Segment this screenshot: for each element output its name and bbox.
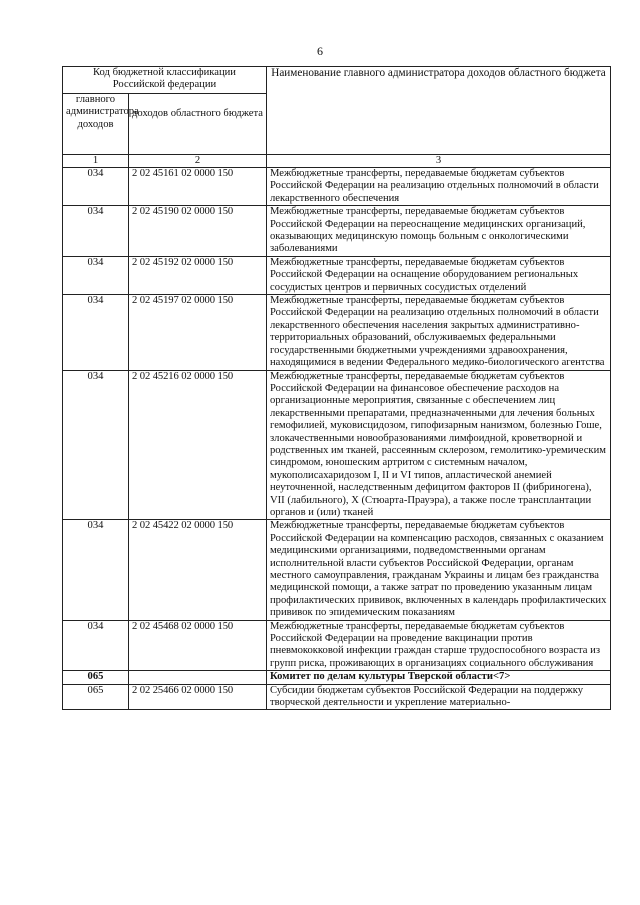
table-row [63,520,611,620]
revenue-code [129,671,267,684]
admin-code: 034 [63,620,129,671]
revenue-description: Межбюджетные трансферты, передаваемые бюджетам субъектов Российской Федерации на компенсацию расходов, связанных с оказанием медицинскими организациями, подведомственными органам исполнительной власти субъектов Российской Федерации, органам местного самоуправления, гражданам Украины и лицам без гражданства медицинской помощи, а также затрат по проведению указанным лицам профилактических прививок, включенных в календарь профилактических прививок по эпидемическим показаниям [267,520,611,620]
revenue-code: 2 02 45216 02 0000 150 [129,370,267,520]
table-row [63,295,611,370]
table-row [63,684,611,710]
committee-name: Комитет по делам культуры Тверской области<7> [267,671,611,684]
admin-code: 034 [63,256,129,294]
admin-code: 034 [63,370,129,520]
revenue-description: Межбюджетные трансферты, передаваемые бюджетам субъектов Российской Федерации на реализацию отдельных полномочий в области лекарственного обеспечения [267,168,611,206]
admin-code: 034 [63,295,129,370]
revenue-description: Межбюджетные трансферты, передаваемые бюджетам субъектов Российской Федерации на переоснащение медицинских организаций, оказывающих медицинскую помощь больным с онкологическими заболеваниями [267,206,611,257]
column-number-row [63,155,611,168]
column-number-2: 2 [129,155,267,168]
revenue-description: Межбюджетные трансферты, передаваемые бюджетам субъектов Российской Федерации на финансовое обеспечение расходов на организационные мероприятия, связанные с обеспечением лиц лекарственными препаратами, предназначенными для лечения больных гемофилией, муковисцидозом, гипофизарным нанизмом, болезнью Гоше, злокачественными новообразованиями лимфоидной, кроветворной и родственных им тканей, рассеянным склерозом, гемолитико-уремическим синдромом, юношеским артритом с системным началом, мукополисахаридозом I, II и VI типов, апластической анемией неуточненной, наследственным дефицитом факторов II (фибриногена), VII (лабильного), X (Стюарта-Прауэра), а также после трансплантации органов и (или) тканей [267,370,611,520]
revenue-code: 2 02 45192 02 0000 150 [129,256,267,294]
revenue-description: Межбюджетные трансферты, передаваемые бюджетам субъектов Российской Федерации на реализацию отдельных полномочий в области лекарственного обеспечения населения закрытых административно-территориальных образований, обслуживаемых федеральными государственными бюджетными учреждениями здравоохранения, находящимися в ведении Федерального медико-биологического агентства [267,295,611,370]
revenue-description: Межбюджетные трансферты, передаваемые бюджетам субъектов Российской Федерации на оснащение оборудованием региональных сосудистых центров и первичных сосудистых отделений [267,256,611,294]
revenue-code: 2 02 45161 02 0000 150 [129,168,267,206]
admin-code: 065 [63,671,129,684]
admin-code: 034 [63,520,129,620]
budget-classification-table [62,66,611,710]
admin-code: 034 [63,168,129,206]
admin-code: 034 [63,206,129,257]
revenue-code: 2 02 45422 02 0000 150 [129,520,267,620]
revenue-code: 2 02 45190 02 0000 150 [129,206,267,257]
header-revenue-column: доходов областного бюджета [129,94,267,155]
admin-code: 065 [63,684,129,710]
header-admin-column: главного администратора доходов [63,94,129,155]
table-row [63,168,611,206]
table-row [63,256,611,294]
revenue-code: 2 02 45197 02 0000 150 [129,295,267,370]
revenue-description: Межбюджетные трансферты, передаваемые бюджетам субъектов Российской Федерации на проведение вакцинации против пневмококковой инфекции граждан старше трудоспособного возраста из групп риска, проживающих в организациях социального обслуживания [267,620,611,671]
table-row [63,370,611,520]
header-administrator-name: Наименование главного администратора доходов областного бюджета [267,67,611,155]
header-classification-code: Код бюджетной классификации Российской федерации [63,67,267,94]
revenue-description: Субсидии бюджетам субъектов Российской Федерации на поддержку творческой деятельности и укрепление материально- [267,684,611,710]
table-row [63,620,611,671]
page-number: 6 [317,44,323,58]
table-row [63,206,611,257]
revenue-code: 2 02 45468 02 0000 150 [129,620,267,671]
column-number-3: 3 [267,155,611,168]
revenue-code: 2 02 25466 02 0000 150 [129,684,267,710]
column-number-1: 1 [63,155,129,168]
committee-row [63,671,611,684]
